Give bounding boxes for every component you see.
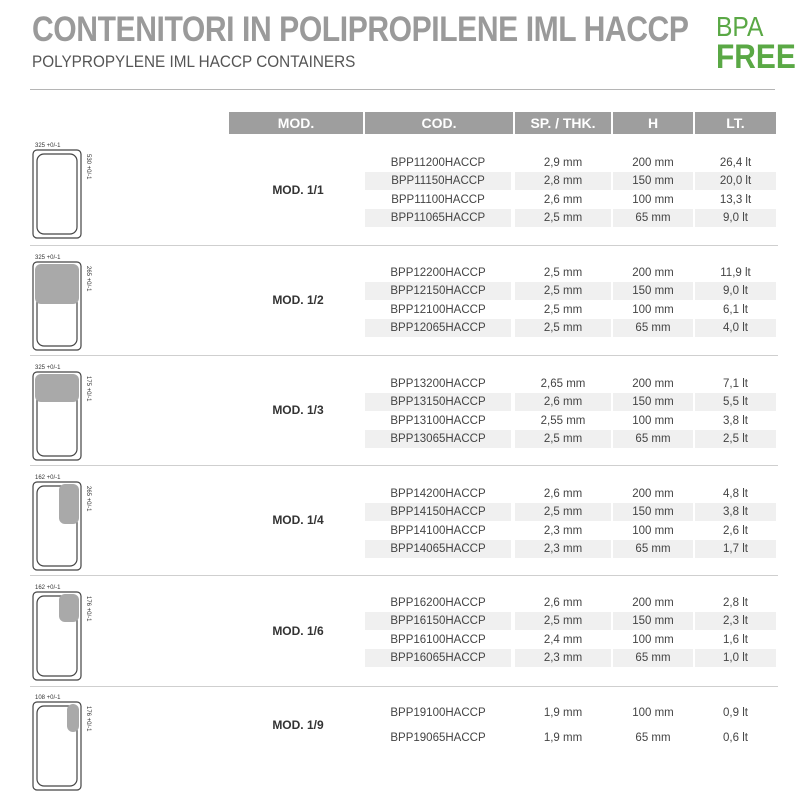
module-label: MOD. 1/2 [272,293,324,307]
height-cell: 200 mm [632,378,674,390]
height-cell: 150 mm [613,282,693,300]
product-code-cell: BPP16065HACCP [365,649,511,667]
capacity-cell: 3,8 lt [723,414,748,427]
capacity-cell: 0,6 lt [723,732,748,744]
capacity-cell: 6,1 lt [723,303,748,316]
height-cell: 200 mm [632,267,674,279]
group-separator [30,575,778,576]
thickness-cell: 2,8 mm [515,172,611,190]
product-code-cell: BPP11100HACCP [391,193,485,206]
height-cell: 65 mm [613,649,693,667]
table-row [365,522,776,540]
height-cell: 200 mm [632,488,674,500]
table-row [365,649,776,667]
capacity-cell: 2,6 lt [723,524,748,537]
free-label: FREE [716,38,796,76]
height-cell: 100 mm [632,633,674,646]
table-row [365,503,776,521]
thickness-cell: 2,5 mm [515,503,611,521]
capacity-cell: 11,9 lt [720,267,751,279]
table-row [365,412,776,430]
product-code-cell: BPP12150HACCP [365,282,511,300]
product-code-cell: BPP13065HACCP [365,430,511,448]
table-row [365,631,776,649]
capacity-cell: 4,8 lt [723,488,748,500]
thickness-cell: 2,9 mm [543,157,583,169]
page-subtitle: POLYPROPYLENE IML HACCP CONTAINERS [32,52,356,71]
capacity-cell: 2,3 lt [695,612,776,630]
height-cell: 65 mm [613,430,693,448]
height-cell: 150 mm [613,393,693,411]
height-cell: 200 mm [632,597,674,609]
product-code-cell: BPP16100HACCP [390,633,486,646]
module-label: MOD. 1/1 [272,183,324,197]
product-code-cell: BPP14100HACCP [390,524,486,537]
container-outline [33,150,81,238]
height-cell: 100 mm [632,193,674,206]
table-row [365,375,776,393]
product-code-cell: BPP14200HACCP [390,488,486,500]
height-cell: 65 mm [613,540,693,558]
width-dimension: 325 +0/-1 [35,255,61,261]
product-code-cell: BPP13150HACCP [365,393,511,411]
capacity-cell: 20,0 lt [695,172,776,190]
thickness-cell: 2,4 mm [543,633,583,646]
thickness-cell: 2,5 mm [543,303,583,316]
capacity-cell: 5,5 lt [695,393,776,411]
width-dimension: 162 +0/-1 [35,475,61,481]
table-row [365,430,776,448]
height-cell: 150 mm [613,612,693,630]
module-fill [59,594,79,622]
height-dimension: 175 +0/-1 [85,376,91,402]
height-dimension: 530 +0/-1 [85,154,91,180]
thickness-cell: 2,5 mm [515,282,611,300]
capacity-cell: 1,6 lt [723,633,748,646]
thickness-cell: 2,5 mm [543,267,583,279]
page-title: CONTENITORI IN POLIPROPILENE IML HACCP [32,10,689,49]
header-litres: LT. [695,112,776,134]
thickness-cell: 2,6 mm [543,193,583,206]
thickness-cell: 2,5 mm [515,319,611,337]
product-code-cell: BPP14150HACCP [365,503,511,521]
capacity-cell: 9,0 lt [695,209,776,227]
height-dimension: 176 +0/-1 [85,706,91,732]
module-fill [35,264,79,304]
thickness-cell: 2,3 mm [543,524,583,537]
capacity-cell: 1,7 lt [695,540,776,558]
table-row [365,191,776,209]
width-dimension: 325 +0/-1 [35,365,61,371]
product-code-cell: BPP11065HACCP [365,209,511,227]
table-row [365,540,776,558]
bpa-label: BPA [716,11,764,42]
capacity-cell: 0,9 lt [723,707,748,719]
product-code-cell: BPP13200HACCP [390,378,486,390]
product-code-cell: BPP11150HACCP [365,172,511,190]
width-dimension: 325 +0/-1 [35,143,61,149]
thickness-cell: 2,3 mm [515,540,611,558]
table-row [365,264,776,282]
thickness-cell: 1,9 mm [543,707,583,719]
product-code-cell: BPP16200HACCP [390,597,486,609]
capacity-cell: 9,0 lt [695,282,776,300]
height-cell: 200 mm [632,157,674,169]
header-height: H [613,112,693,134]
capacity-cell: 2,8 lt [723,597,748,609]
height-cell: 100 mm [632,707,674,719]
title-divider [30,89,775,90]
container-inner-outline [37,154,77,234]
table-row [365,485,776,503]
table-row [365,172,776,190]
height-cell: 100 mm [632,524,674,537]
product-code-cell: BPP12065HACCP [365,319,511,337]
capacity-cell: 2,5 lt [695,430,776,448]
thickness-cell: 2,6 mm [543,597,583,609]
container-diagram [30,252,90,357]
capacity-cell: 13,3 lt [719,193,752,206]
table-row [365,612,776,630]
module-label: MOD. 1/3 [272,403,324,417]
table-row [365,704,776,722]
height-cell: 100 mm [632,414,674,427]
group-separator [30,355,778,356]
height-cell: 65 mm [613,209,693,227]
thickness-cell: 2,3 mm [515,649,611,667]
product-code-cell: BPP12100HACCP [390,303,486,316]
header-mod: MOD. [229,112,363,134]
container-diagram [30,582,90,687]
thickness-cell: 2,6 mm [543,488,583,500]
container-diagram [30,140,90,245]
table-row [365,282,776,300]
table-row [365,319,776,337]
product-code-cell: BPP13100HACCP [390,414,486,427]
product-code-cell: BPP19065HACCP [390,732,486,744]
module-fill [35,374,79,402]
thickness-cell: 2,5 mm [515,209,611,227]
container-diagram [30,362,90,467]
height-cell: 100 mm [632,303,674,316]
height-dimension: 265 +0/-1 [85,486,91,512]
table-row [365,209,776,227]
capacity-cell: 7,1 lt [723,378,748,390]
height-cell: 150 mm [613,503,693,521]
table-row [365,594,776,612]
table-row [365,301,776,319]
module-fill [59,484,79,524]
capacity-cell: 26,4 lt [719,157,752,169]
thickness-cell: 2,55 mm [540,414,586,427]
capacity-cell: 4,0 lt [695,319,776,337]
group-separator [30,465,778,466]
module-label: MOD. 1/9 [272,718,324,732]
capacity-cell: 1,0 lt [695,649,776,667]
height-dimension: 176 +0/-1 [85,596,91,622]
thickness-cell: 1,9 mm [543,732,583,744]
group-separator [30,686,778,687]
table-row [365,393,776,411]
thickness-cell: 2,6 mm [515,393,611,411]
thickness-cell: 2,65 mm [540,378,586,390]
container-diagram [30,472,90,577]
product-code-cell: BPP14065HACCP [365,540,511,558]
height-cell: 150 mm [613,172,693,190]
header-cod: COD. [365,112,513,134]
capacity-cell: 3,8 lt [695,503,776,521]
module-label: MOD. 1/6 [272,624,324,638]
height-dimension: 265 +0/-1 [85,266,91,292]
product-code-cell: BPP16150HACCP [365,612,511,630]
container-diagram [30,692,90,797]
module-fill [67,704,79,732]
module-label: MOD. 1/4 [272,513,324,527]
thickness-cell: 2,5 mm [515,430,611,448]
width-dimension: 108 +0/-1 [35,695,61,701]
thickness-cell: 2,5 mm [515,612,611,630]
header-thickness: SP. / THK. [515,112,611,134]
table-row [365,729,776,747]
width-dimension: 162 +0/-1 [35,585,61,591]
product-code-cell: BPP11200HACCP [390,157,486,169]
height-cell: 65 mm [613,319,693,337]
table-row [365,154,776,172]
group-separator [30,245,778,246]
product-code-cell: BPP19100HACCP [390,707,486,719]
product-code-cell: BPP12200HACCP [390,267,486,279]
height-cell: 65 mm [635,732,671,744]
